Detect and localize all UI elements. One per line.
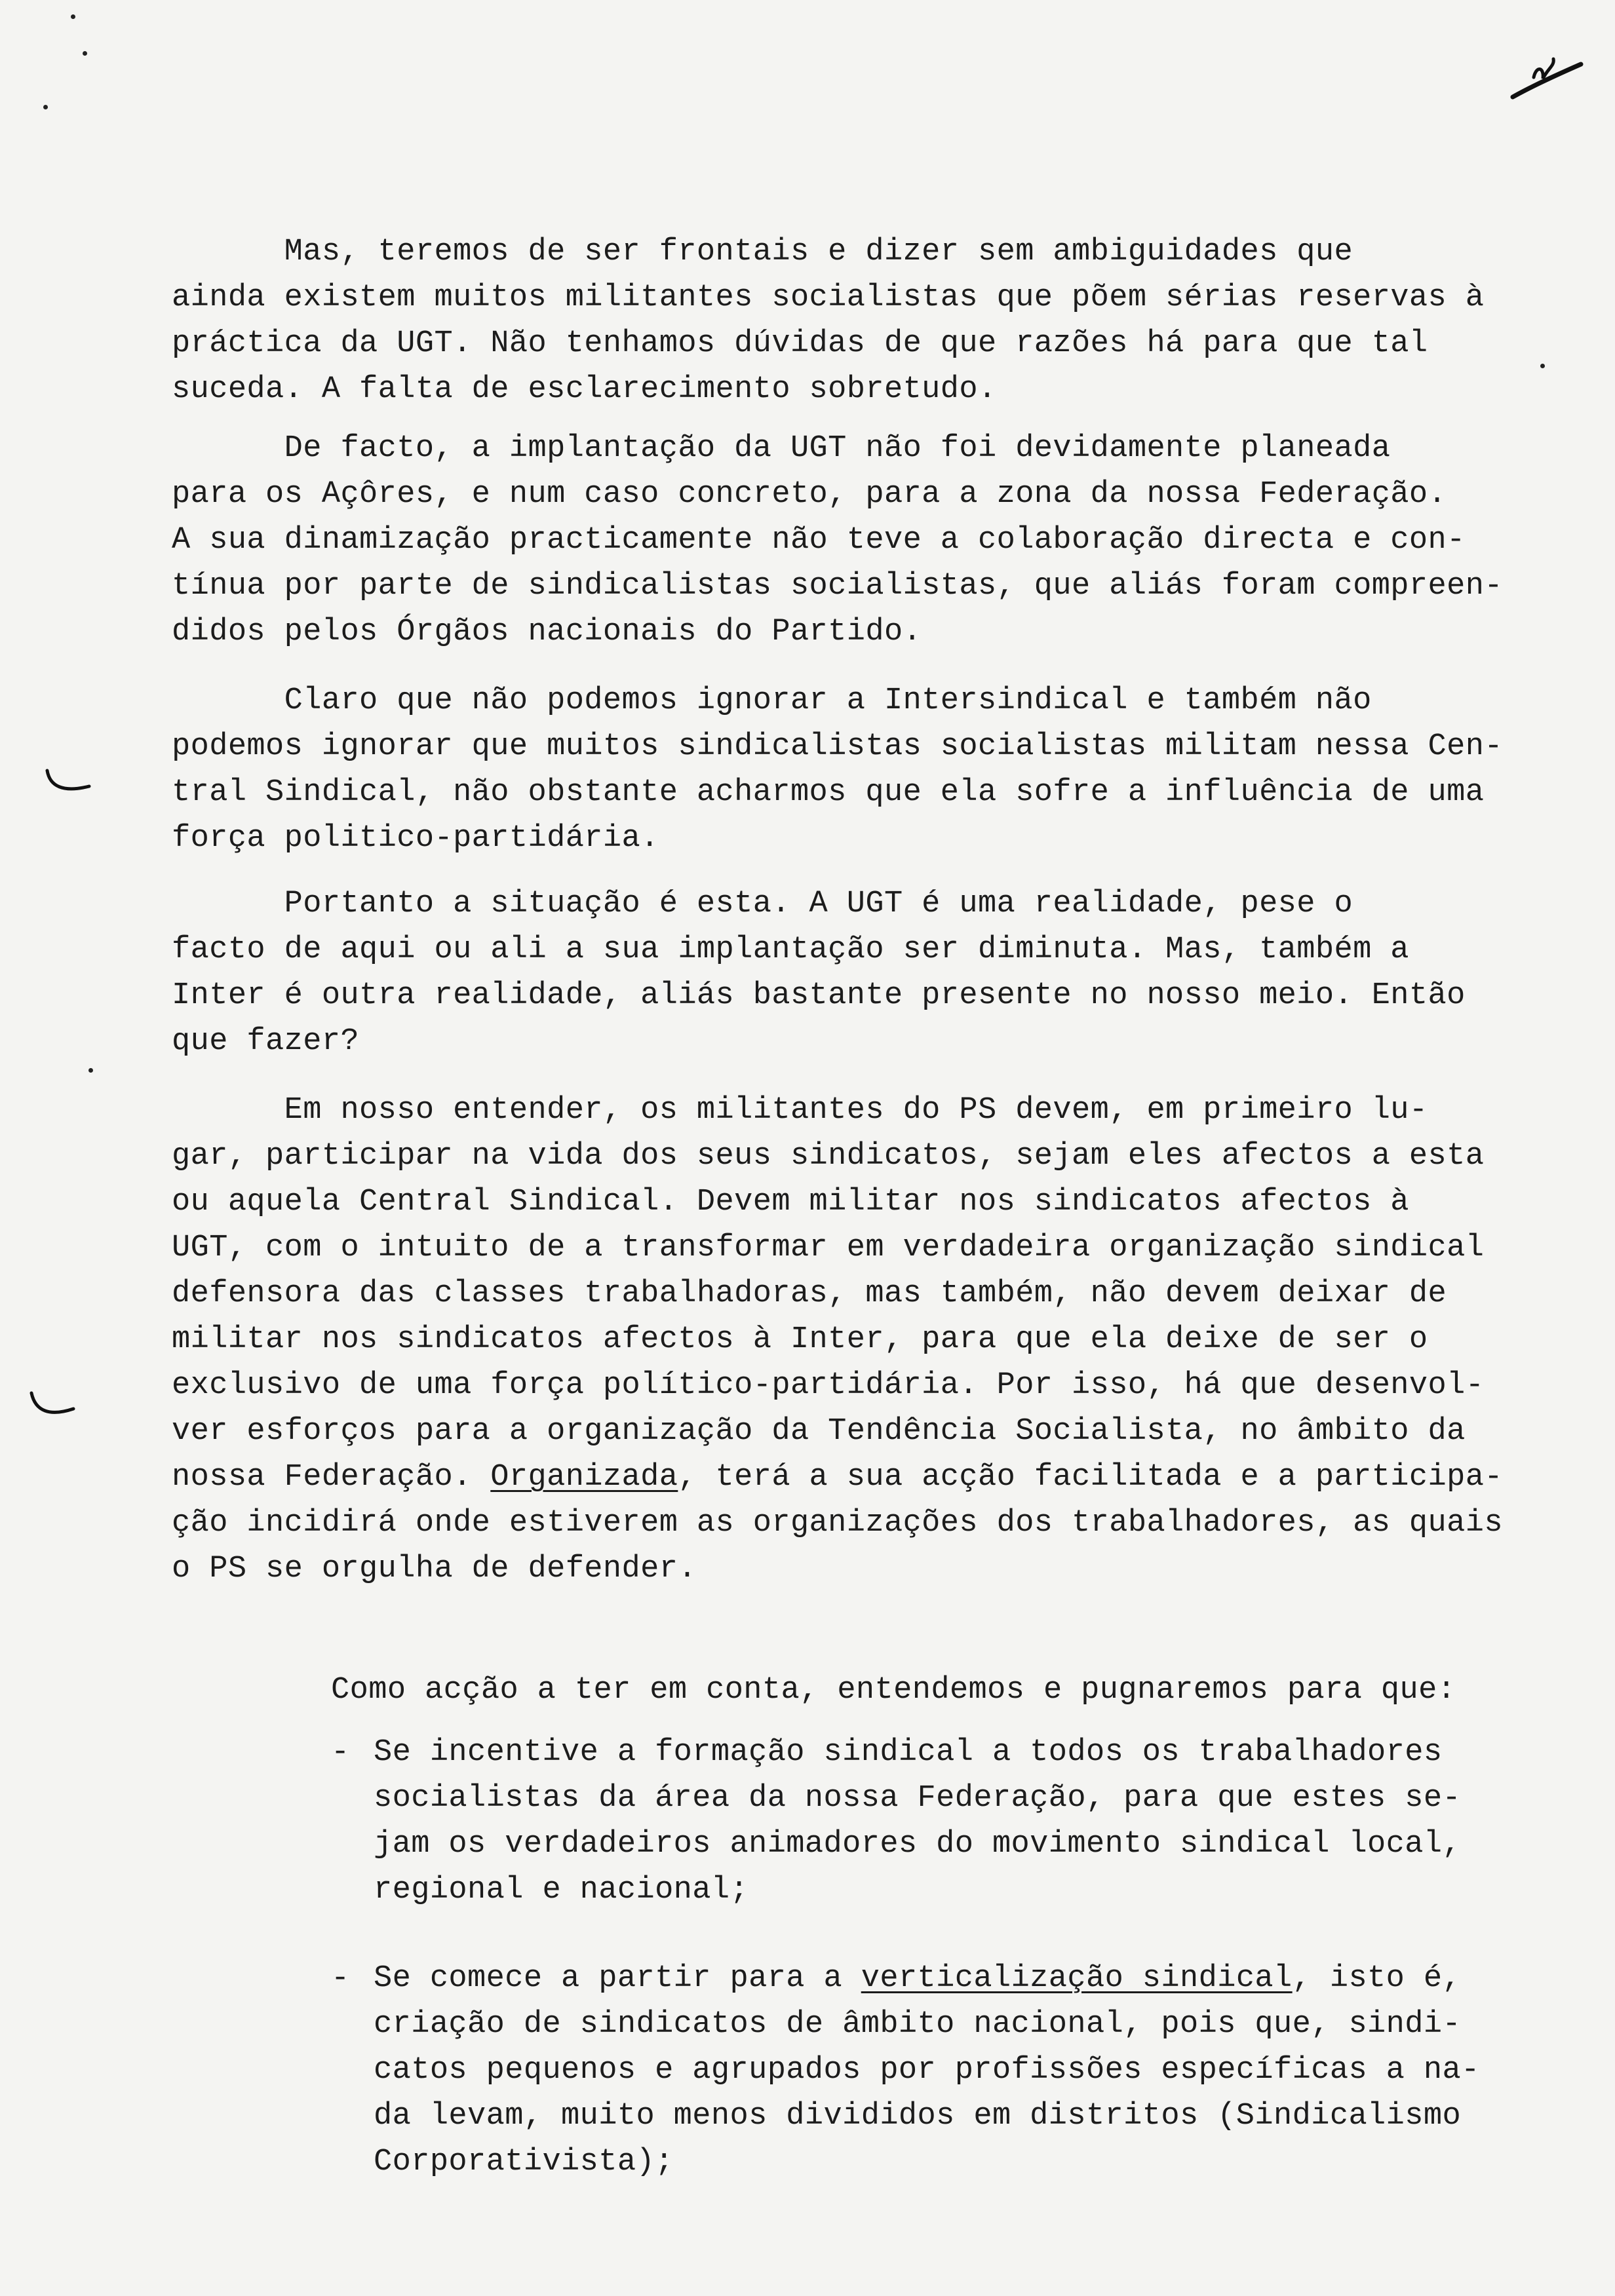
dash-bullet: - [331,1961,350,1996]
text-segment: Se comece a partir para a [374,1961,861,1996]
text-line: regional e nacional; [374,1873,749,1907]
text-line: força politico-partidária. [172,821,659,856]
text-line: Como acção a ter em conta, entendemos e pugnaremos para que: [331,1673,1456,1708]
text-line: para os Açôres, e num caso concreto, para a zona da nossa Federação. [172,477,1447,512]
text-line: práctica da UGT. Não tenhamos dúvidas de que razões há para que tal [172,326,1428,361]
text-line: Se incentive a formação sindical a todos os trabalhadores [374,1735,1443,1770]
text-line: tral Sindical, não obstante acharmos que ela sofre a influência de uma [172,775,1485,810]
paragraph-1 [172,229,1574,413]
text-line: tínua por parte de sindicalistas socialistas, que aliás foram compreen- [172,569,1503,603]
text-line: Portanto a situação é esta. A UGT é uma realidade, pese o [172,887,1353,921]
text-segment: , isto é, [1292,1961,1462,1996]
underlined-word: Organizada [490,1460,678,1495]
speck [88,1068,93,1073]
paragraph-2 [172,426,1574,655]
text-line: jam os verdadeiros animadores do movimento sindical local, [374,1827,1462,1862]
text-line: catos pequenos e agrupados por profissões específicas a na- [374,2053,1480,2088]
speck [71,14,75,19]
list-item-text [374,1730,1461,1913]
text-line: didos pelos Órgãos nacionais do Partido. [172,615,922,649]
text-line: De facto, a implantação da UGT não foi devidamente planeada [172,431,1391,466]
text-line-with-underline [374,1956,1480,2002]
dash-bullet: - [331,1735,350,1770]
text-line: ção incidirá onde estiverem as organizações dos trabalhadores, as quais [172,1506,1503,1540]
paragraph-3 [172,678,1574,862]
margin-check-mark-1 [43,767,96,799]
text-line: o PS se orgulha de defender. [172,1552,697,1586]
text-line: que fazer? [172,1024,360,1059]
text-line: UGT, com o intuito de a transformar em verdadeira organização sindical [172,1231,1485,1265]
text-line: Corporativista); [374,2145,674,2179]
text-segment: , terá a sua acção facilitada e a participa- [678,1460,1503,1495]
text-line: ou aquela Central Sindical. Devem militar nos sindicatos afectos à [172,1185,1409,1219]
list-intro [331,1668,1576,1713]
text-line: criação de sindicatos de âmbito nacional, pois que, sindi- [374,2007,1462,2042]
text-line: da levam, muito menos divididos em distritos (Sindicalismo [374,2099,1462,2133]
margin-check-mark-2 [28,1389,80,1422]
text-line: facto de aqui ou ali a sua implantação ser diminuta. Mas, também a [172,932,1409,967]
text-line: Claro que não podemos ignorar a Intersindical e também não [172,683,1372,718]
text-line: socialistas da área da nossa Federação, para que estes se- [374,1781,1462,1816]
text-line: podemos ignorar que muitos sindicalistas socialistas militam nessa Cen- [172,729,1503,764]
paragraph-4 [172,881,1574,1065]
text-line: ainda existem muitos militantes socialistas que põem sérias reservas à [172,280,1485,315]
text-line: Em nosso entender, os militantes do PS devem, em primeiro lu- [172,1093,1428,1128]
text-line: gar, participar na vida dos seus sindicatos, sejam eles afectos a esta [172,1139,1485,1174]
underlined-phrase: verticalização sindical [861,1961,1293,1996]
text-line: militar nos sindicatos afectos à Inter, para que ela deixe de ser o [172,1322,1428,1357]
text-line: ver esforços para a organização da Tendência Socialista, no âmbito da [172,1414,1466,1449]
text-line: defensora das classes trabalhadoras, mas também, não devem deixar de [172,1276,1447,1311]
text-line: exclusivo de uma força político-partidária. Por isso, há que desenvol- [172,1368,1485,1403]
handwritten-page-mark [1508,39,1586,105]
text-line: suceda. A falta de esclarecimento sobretudo. [172,372,997,407]
speck [43,105,48,109]
text-line: A sua dinamização practicamente não teve a colaboração directa e con- [172,523,1466,558]
text-segment: nossa Federação. [172,1460,491,1495]
text-line-with-underline [172,1455,1574,1501]
list-item-text [374,1956,1480,2185]
paragraph-5 [172,1088,1574,1592]
text-line: Mas, teremos de ser frontais e dizer sem ambiguidades que [172,235,1353,269]
text-line: Inter é outra realidade, aliás bastante presente no nosso meio. Então [172,978,1466,1013]
speck [83,51,87,56]
